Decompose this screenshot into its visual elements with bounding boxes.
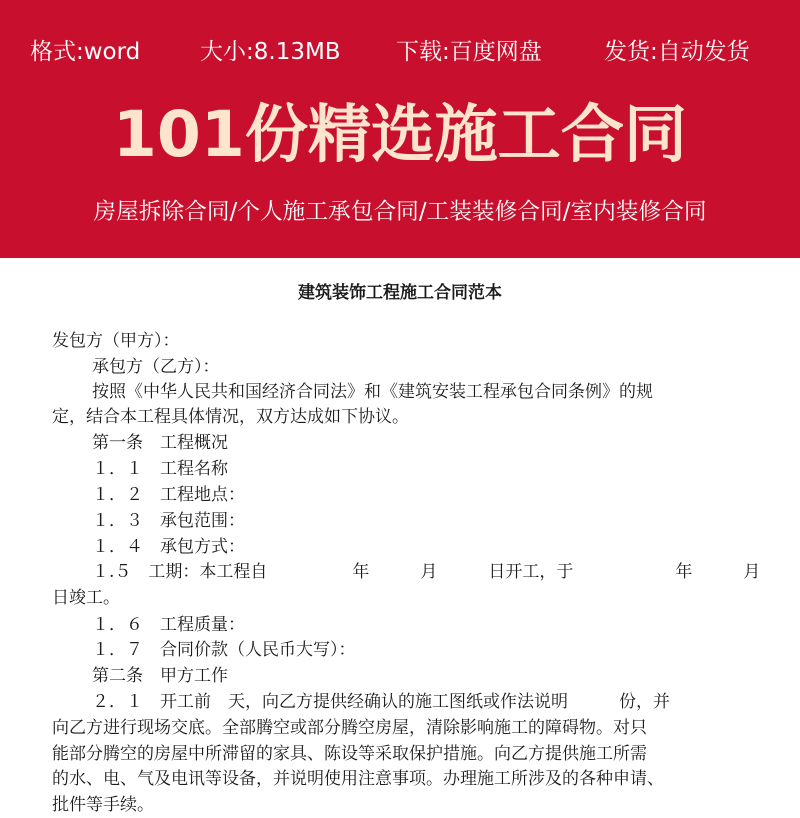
download-label: 下载:百度网盘	[396, 39, 542, 65]
doc-line: １．７ 合同价款（人民币大写）：	[92, 640, 356, 660]
doc-line: １．１ 工程名称	[92, 459, 228, 479]
doc-line: １.５ 工期：本工程自 年 月 日开工，于 年 月	[92, 562, 761, 582]
doc-line: １．４ 承包方式：	[92, 537, 245, 557]
document-title: 建筑装饰工程施工合同范本	[298, 283, 502, 303]
banner-subtitle: 房屋拆除合同/个人施工承包合同/工装装修合同/室内装修合同	[93, 199, 707, 225]
doc-line: １．３ 承包范围：	[92, 511, 245, 531]
meta-row	[0, 34, 800, 70]
red-banner	[0, 0, 800, 258]
doc-line: 发包方（甲方）：	[52, 331, 180, 351]
doc-line: １．２ 工程地点：	[92, 485, 245, 505]
doc-line: １．６ 工程质量：	[92, 615, 245, 635]
doc-line: 按照《中华人民共和国经济合同法》和《建筑安装工程承包合同条例》的规	[92, 382, 653, 402]
delivery-label: 发货:自动发货	[604, 39, 750, 65]
doc-line: 的水、电、气及电讯等设备，并说明使用注意事项。办理施工所涉及的各种申请、	[52, 769, 664, 789]
format-label: 格式:word	[30, 39, 141, 65]
doc-line: 批件等手续。	[52, 795, 154, 815]
doc-line: 向乙方进行现场交底。全部腾空或部分腾空房屋，清除影响施工的障碍物。对只	[52, 718, 647, 738]
doc-line: 第二条 甲方工作	[92, 666, 228, 686]
doc-line: 日竣工。	[52, 588, 120, 608]
size-label: 大小:8.13MB	[200, 39, 341, 65]
doc-line: 能部分腾空的房屋中所滞留的家具、陈设等采取保护措施。向乙方提供施工所需	[52, 744, 647, 764]
doc-line: 第一条 工程概况	[92, 433, 228, 453]
banner-title: 101份精选施工合同	[112, 97, 688, 171]
contract-document	[0, 258, 800, 815]
doc-line: 承包方（乙方）：	[92, 357, 220, 377]
doc-line: 定，结合本工程具体情况，双方达成如下协议。	[52, 407, 409, 427]
doc-line: ２．１ 开工前 天，向乙方提供经确认的施工图纸或作法说明 份，并	[92, 692, 670, 712]
